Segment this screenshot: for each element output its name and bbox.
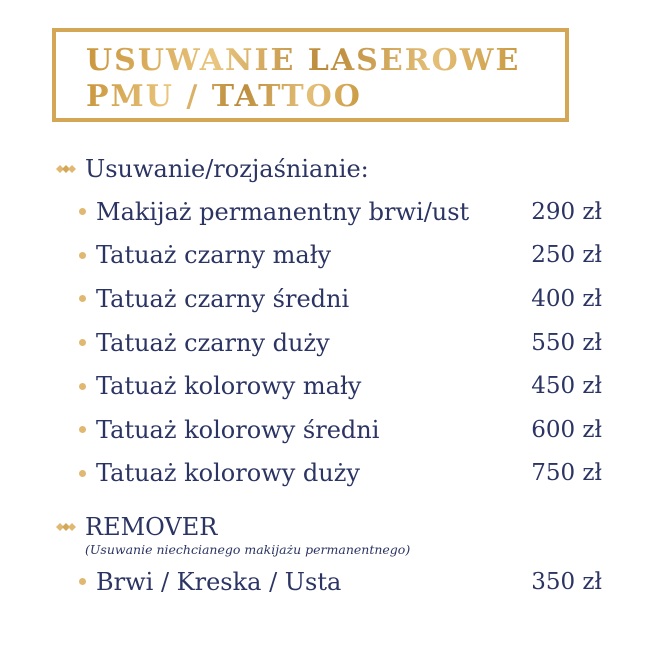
item-name: Makijaż permanentny brwi/ust [96, 197, 470, 226]
section-removal-lightening [55, 154, 605, 495]
title-frame [52, 28, 569, 122]
item-name: Tatuaż kolorowy średni [96, 415, 380, 444]
item-name: Tatuaż czarny duży [96, 328, 330, 357]
section-title: Usuwanie/rozjaśnianie: [85, 155, 369, 183]
bullet-icon [79, 578, 86, 585]
item-price: 550 zł [531, 329, 602, 356]
item-price: 290 zł [531, 198, 602, 225]
page-title-line-1: USUWANIE LASEROWE [86, 43, 521, 78]
item-price: 250 zł [531, 242, 602, 269]
item-name: Tatuaż kolorowy mały [96, 372, 362, 401]
item-price: 400 zł [531, 285, 602, 312]
item-name: Tatuaż kolorowy duży [96, 459, 360, 488]
item-name: Tatuaż czarny średni [96, 284, 350, 313]
list-item [55, 408, 605, 452]
list-item [55, 364, 605, 408]
item-price: 450 zł [531, 373, 602, 400]
item-price: 750 zł [531, 460, 602, 487]
section-title: REMOVER [85, 513, 218, 541]
list-item [55, 234, 605, 278]
section-header [55, 154, 605, 184]
ornament-icon [55, 163, 77, 175]
bullet-icon [79, 339, 86, 346]
list-item [55, 452, 605, 496]
section-remover [55, 512, 605, 604]
list-item [55, 321, 605, 365]
list-item [55, 190, 605, 234]
ornament-icon [55, 521, 77, 533]
section-header [55, 512, 605, 542]
bullet-icon [79, 383, 86, 390]
item-price: 350 zł [531, 568, 602, 595]
bullet-icon [79, 470, 86, 477]
bullet-icon [79, 252, 86, 259]
bullet-icon [79, 208, 86, 215]
list-item [55, 560, 605, 604]
item-name: Tatuaż czarny mały [96, 241, 332, 270]
bullet-icon [79, 295, 86, 302]
section-subtitle: (Usuwanie niechcianego makijażu permanentnego) [85, 542, 411, 557]
page-title-line-2: PMU / TATTOO [86, 79, 362, 114]
list-item [55, 277, 605, 321]
price-list [55, 560, 605, 604]
item-price: 600 zł [531, 416, 602, 443]
price-list [55, 190, 605, 495]
bullet-icon [79, 426, 86, 433]
item-name: Brwi / Kreska / Usta [96, 567, 342, 596]
